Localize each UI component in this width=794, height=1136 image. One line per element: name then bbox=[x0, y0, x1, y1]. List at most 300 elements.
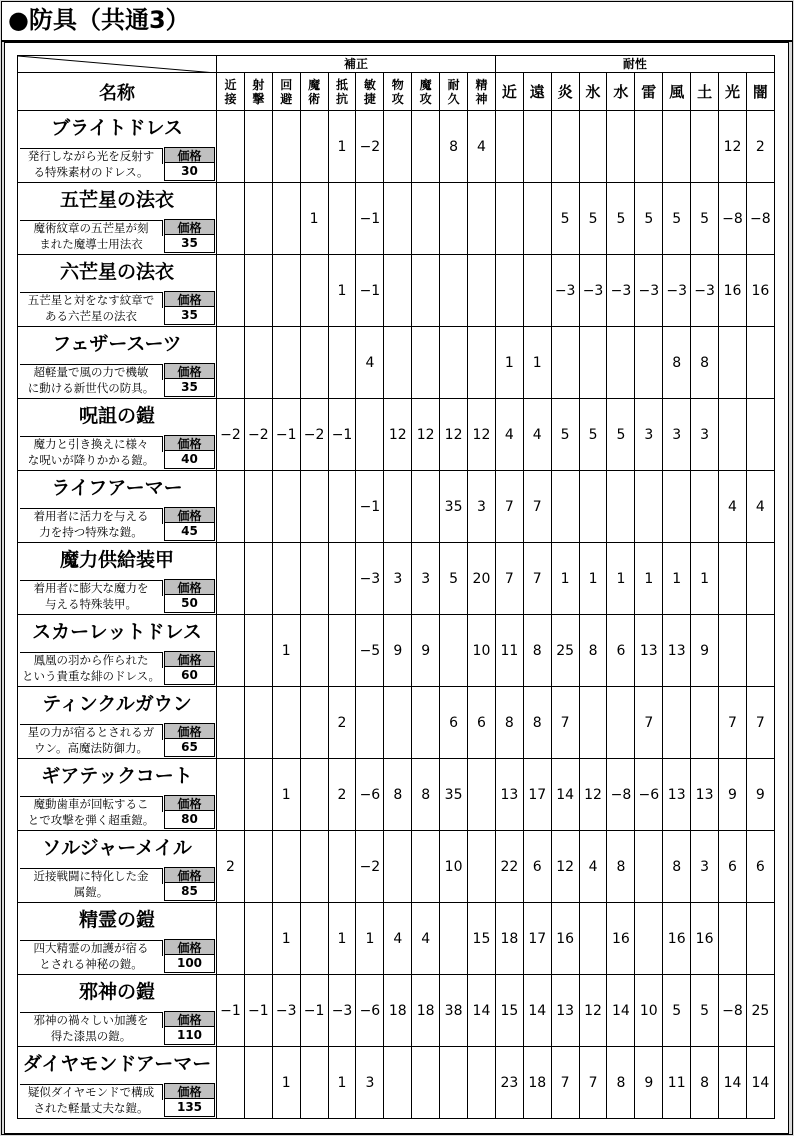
resist-value: 1 bbox=[607, 543, 635, 615]
resist-value: 3 bbox=[663, 399, 691, 471]
resist-value: −3 bbox=[607, 255, 635, 327]
item-block bbox=[18, 975, 216, 1046]
resist-value: 16 bbox=[746, 255, 774, 327]
correction-value bbox=[217, 615, 245, 687]
resist-value: −3 bbox=[635, 255, 663, 327]
item-description-line2: に動ける新世代の防具。 bbox=[27, 381, 155, 395]
correction-col-header: 魔 術 bbox=[300, 73, 328, 111]
correction-value: 5 bbox=[440, 543, 468, 615]
correction-value bbox=[384, 687, 412, 759]
correction-value: 35 bbox=[440, 471, 468, 543]
correction-value bbox=[440, 615, 468, 687]
resist-value: 5 bbox=[663, 975, 691, 1047]
resist-value: 1 bbox=[551, 543, 579, 615]
correction-value bbox=[468, 255, 496, 327]
correction-value: 6 bbox=[468, 687, 496, 759]
correction-value: 4 bbox=[356, 327, 384, 399]
item-description-line1: 魔術紋章の五芒星が刻 bbox=[20, 220, 163, 236]
correction-value: 4 bbox=[468, 111, 496, 183]
correction-value: 1 bbox=[356, 903, 384, 975]
table-row bbox=[18, 327, 775, 399]
item-description-line1: 五芒星と対をなす紋章で bbox=[20, 292, 163, 308]
resist-value: 11 bbox=[495, 615, 523, 687]
resist-value: 7 bbox=[495, 471, 523, 543]
correction-value: 3 bbox=[356, 1047, 384, 1119]
resist-value: 4 bbox=[579, 831, 607, 903]
correction-col-header: 射 撃 bbox=[244, 73, 272, 111]
correction-value: 4 bbox=[384, 903, 412, 975]
item-description-line1: 魔力と引き換えに様々 bbox=[20, 436, 163, 452]
correction-value bbox=[384, 111, 412, 183]
correction-value bbox=[244, 615, 272, 687]
item-block bbox=[18, 255, 216, 326]
item-description-line1: 着用者に活力を与える bbox=[20, 508, 163, 524]
correction-value bbox=[412, 183, 440, 255]
price-value: 30 bbox=[164, 163, 215, 181]
table-row bbox=[18, 399, 775, 471]
price-label: 価格 bbox=[164, 1083, 215, 1099]
resist-value: 13 bbox=[551, 975, 579, 1047]
correction-value: −6 bbox=[356, 759, 384, 831]
correction-value: 3 bbox=[468, 471, 496, 543]
price-value: 35 bbox=[164, 235, 215, 253]
correction-value: 15 bbox=[468, 903, 496, 975]
resist-value: 16 bbox=[663, 903, 691, 975]
resist-value bbox=[719, 615, 747, 687]
resist-value: 2 bbox=[746, 111, 774, 183]
correction-value: 8 bbox=[440, 111, 468, 183]
correction-value bbox=[440, 903, 468, 975]
item-cell bbox=[18, 255, 217, 327]
resist-value: 3 bbox=[635, 399, 663, 471]
resist-value: 8 bbox=[691, 1047, 719, 1119]
price-value: 85 bbox=[164, 883, 215, 901]
price-label: 価格 bbox=[164, 363, 215, 379]
correction-value bbox=[300, 687, 328, 759]
resist-value: 14 bbox=[523, 975, 551, 1047]
correction-value bbox=[244, 687, 272, 759]
price-value: 35 bbox=[164, 307, 215, 325]
correction-value: 8 bbox=[412, 759, 440, 831]
price-value: 40 bbox=[164, 451, 215, 469]
resist-value: 14 bbox=[719, 1047, 747, 1119]
item-description-line2: された軽量丈夫な鎧。 bbox=[33, 1101, 149, 1115]
resist-value: 13 bbox=[663, 615, 691, 687]
correction-value bbox=[272, 543, 300, 615]
item-description-line2: る特殊素材のドレス。 bbox=[33, 165, 149, 179]
resist-col-header: 炎 bbox=[551, 73, 579, 111]
item-description-line2: 与える特殊装甲。 bbox=[45, 597, 137, 611]
correction-value bbox=[244, 759, 272, 831]
price-label: 価格 bbox=[164, 723, 215, 739]
correction-value: −1 bbox=[356, 183, 384, 255]
resist-value bbox=[746, 615, 774, 687]
correction-value: 10 bbox=[440, 831, 468, 903]
resist-value: 7 bbox=[551, 1047, 579, 1119]
item-description-line2: ある六芒星の法衣 bbox=[45, 309, 137, 323]
item-block bbox=[18, 759, 216, 830]
correction-value bbox=[272, 183, 300, 255]
correction-value bbox=[300, 615, 328, 687]
correction-value bbox=[217, 903, 245, 975]
resist-value: 5 bbox=[691, 183, 719, 255]
correction-value bbox=[384, 255, 412, 327]
table-row bbox=[18, 615, 775, 687]
resist-value bbox=[607, 111, 635, 183]
correction-col-header: 抵 抗 bbox=[328, 73, 356, 111]
resist-col-header: 風 bbox=[663, 73, 691, 111]
correction-value bbox=[217, 687, 245, 759]
item-description-line2: という貴重な緋のドレス。 bbox=[22, 669, 160, 683]
resist-value: 6 bbox=[607, 615, 635, 687]
title-bar bbox=[2, 2, 792, 42]
price-label: 価格 bbox=[164, 219, 215, 235]
resist-value: 14 bbox=[551, 759, 579, 831]
correction-col-header: 回 避 bbox=[272, 73, 300, 111]
correction-value bbox=[412, 687, 440, 759]
resist-value: 7 bbox=[579, 1047, 607, 1119]
resist-value: 16 bbox=[607, 903, 635, 975]
table-row bbox=[18, 471, 775, 543]
correction-value: 1 bbox=[272, 615, 300, 687]
resist-value bbox=[607, 471, 635, 543]
correction-value: −1 bbox=[356, 255, 384, 327]
item-description-line1: 四大精霊の加護が宿る bbox=[20, 940, 163, 956]
resist-value bbox=[746, 903, 774, 975]
item-description-line1: 疑似ダイヤモンドで構成 bbox=[20, 1084, 163, 1100]
item-block bbox=[18, 1047, 216, 1118]
resist-col-header: 土 bbox=[691, 73, 719, 111]
resist-value bbox=[495, 111, 523, 183]
resist-value: 1 bbox=[691, 543, 719, 615]
table-row bbox=[18, 831, 775, 903]
correction-value: −1 bbox=[300, 975, 328, 1047]
correction-value: 2 bbox=[217, 831, 245, 903]
item-cell bbox=[18, 687, 217, 759]
table-row bbox=[18, 255, 775, 327]
correction-value: 1 bbox=[328, 111, 356, 183]
correction-value: 14 bbox=[468, 975, 496, 1047]
resist-value: 7 bbox=[719, 687, 747, 759]
resist-value bbox=[579, 903, 607, 975]
resist-col-header: 光 bbox=[719, 73, 747, 111]
resist-value bbox=[551, 471, 579, 543]
resist-value: 8 bbox=[691, 327, 719, 399]
price-label: 価格 bbox=[164, 867, 215, 883]
resist-value: 9 bbox=[746, 759, 774, 831]
group-resist-header: 耐性 bbox=[495, 56, 774, 73]
correction-value bbox=[244, 471, 272, 543]
resist-value: 17 bbox=[523, 759, 551, 831]
resist-value: 18 bbox=[523, 1047, 551, 1119]
item-cell bbox=[18, 615, 217, 687]
correction-value: −1 bbox=[328, 399, 356, 471]
resist-value: 23 bbox=[495, 1047, 523, 1119]
correction-value: −3 bbox=[272, 975, 300, 1047]
diagonal-line bbox=[18, 56, 216, 73]
correction-value bbox=[300, 831, 328, 903]
correction-value bbox=[412, 1047, 440, 1119]
resist-value: 22 bbox=[495, 831, 523, 903]
resist-value: 7 bbox=[523, 543, 551, 615]
correction-value bbox=[244, 255, 272, 327]
resist-value: 13 bbox=[663, 759, 691, 831]
resist-value: 7 bbox=[523, 471, 551, 543]
correction-value bbox=[412, 831, 440, 903]
correction-value bbox=[440, 183, 468, 255]
price-label: 価格 bbox=[164, 579, 215, 595]
correction-col-header: 耐 久 bbox=[440, 73, 468, 111]
item-block bbox=[18, 903, 216, 974]
resist-value: 16 bbox=[719, 255, 747, 327]
resist-value: −3 bbox=[663, 255, 691, 327]
item-block bbox=[18, 831, 216, 902]
resist-value bbox=[607, 327, 635, 399]
item-name: 邪神の鎧 bbox=[78, 981, 155, 1003]
correction-value: 9 bbox=[384, 615, 412, 687]
page-title: ●防具（共通3） bbox=[8, 6, 190, 34]
item-block bbox=[18, 687, 216, 758]
resist-value bbox=[691, 687, 719, 759]
resist-value: 8 bbox=[523, 615, 551, 687]
resist-value: 8 bbox=[495, 687, 523, 759]
item-description-line2: 力を持つ特殊な鎧。 bbox=[39, 525, 143, 539]
correction-value: −1 bbox=[356, 471, 384, 543]
correction-value: 2 bbox=[328, 687, 356, 759]
resist-value: 12 bbox=[579, 759, 607, 831]
resist-col-header: 近 bbox=[495, 73, 523, 111]
correction-value: 20 bbox=[468, 543, 496, 615]
resist-value bbox=[607, 687, 635, 759]
item-name: ソルジャーメイル bbox=[42, 837, 192, 859]
resist-value: 5 bbox=[551, 399, 579, 471]
correction-value: 35 bbox=[440, 759, 468, 831]
item-description-line1: 発行しながら光を反射す bbox=[20, 148, 163, 164]
correction-value: −2 bbox=[217, 399, 245, 471]
correction-value bbox=[300, 255, 328, 327]
resist-value: 3 bbox=[691, 831, 719, 903]
item-name: 五芒星の法衣 bbox=[59, 189, 174, 211]
resist-value: −3 bbox=[551, 255, 579, 327]
item-description-line1: 超軽量で風の力で機敏 bbox=[20, 364, 163, 380]
correction-value bbox=[328, 543, 356, 615]
resist-value bbox=[635, 903, 663, 975]
resist-value: −3 bbox=[579, 255, 607, 327]
correction-value: 1 bbox=[328, 903, 356, 975]
price-value: 80 bbox=[164, 811, 215, 829]
resist-value bbox=[719, 399, 747, 471]
correction-value bbox=[412, 327, 440, 399]
resist-value bbox=[523, 183, 551, 255]
item-name: スカーレットドレス bbox=[32, 621, 202, 643]
resist-value bbox=[635, 471, 663, 543]
name-column-header: 名称 bbox=[18, 73, 217, 111]
resist-value: 11 bbox=[663, 1047, 691, 1119]
correction-col-header: 物 攻 bbox=[384, 73, 412, 111]
correction-value: 10 bbox=[468, 615, 496, 687]
correction-value: −5 bbox=[356, 615, 384, 687]
resist-value bbox=[635, 327, 663, 399]
resist-col-header: 闇 bbox=[746, 73, 774, 111]
correction-value bbox=[440, 255, 468, 327]
correction-value: −1 bbox=[272, 399, 300, 471]
resist-value: 8 bbox=[579, 615, 607, 687]
correction-value bbox=[468, 327, 496, 399]
item-block bbox=[18, 543, 216, 614]
correction-value: 1 bbox=[272, 759, 300, 831]
price-label: 価格 bbox=[164, 795, 215, 811]
resist-value: 13 bbox=[635, 615, 663, 687]
resist-value: 7 bbox=[635, 687, 663, 759]
correction-value bbox=[468, 831, 496, 903]
item-description-line1: 鳳凰の羽から作られた bbox=[20, 652, 163, 668]
correction-value bbox=[300, 759, 328, 831]
item-description-line2: な呪いが降りかかる鎧。 bbox=[27, 453, 155, 467]
resist-value bbox=[579, 327, 607, 399]
price-value: 110 bbox=[164, 1027, 215, 1045]
resist-value bbox=[523, 255, 551, 327]
correction-value: −3 bbox=[328, 975, 356, 1047]
correction-value bbox=[328, 471, 356, 543]
resist-value bbox=[719, 543, 747, 615]
resist-value bbox=[635, 111, 663, 183]
correction-value bbox=[328, 327, 356, 399]
item-name: ダイヤモンドアーマー bbox=[22, 1053, 212, 1075]
correction-value bbox=[217, 1047, 245, 1119]
item-block bbox=[18, 615, 216, 686]
correction-value bbox=[412, 255, 440, 327]
correction-value bbox=[412, 111, 440, 183]
resist-value: 13 bbox=[691, 759, 719, 831]
resist-value: 9 bbox=[691, 615, 719, 687]
correction-value bbox=[272, 471, 300, 543]
correction-value bbox=[272, 831, 300, 903]
correction-value bbox=[272, 327, 300, 399]
item-name: ギアテックコート bbox=[41, 765, 193, 787]
item-cell bbox=[18, 471, 217, 543]
armor-table bbox=[17, 55, 775, 1119]
correction-value: −2 bbox=[356, 111, 384, 183]
resist-value: 5 bbox=[579, 399, 607, 471]
correction-value bbox=[272, 111, 300, 183]
correction-col-header: 魔 攻 bbox=[412, 73, 440, 111]
correction-value bbox=[300, 543, 328, 615]
resist-value: 8 bbox=[663, 831, 691, 903]
resist-value: 4 bbox=[495, 399, 523, 471]
item-block bbox=[18, 111, 216, 182]
correction-value: 4 bbox=[412, 903, 440, 975]
correction-value bbox=[440, 1047, 468, 1119]
item-name: フェザースーツ bbox=[52, 333, 182, 355]
item-description-line1: 星の力が宿るとされるガ bbox=[20, 724, 163, 740]
correction-value: −1 bbox=[244, 975, 272, 1047]
item-block bbox=[18, 399, 216, 470]
price-label: 価格 bbox=[164, 1011, 215, 1027]
correction-value: 3 bbox=[412, 543, 440, 615]
item-name: 魔力供給装甲 bbox=[59, 549, 174, 571]
resist-value: 1 bbox=[523, 327, 551, 399]
resist-col-header: 遠 bbox=[523, 73, 551, 111]
correction-value: 6 bbox=[440, 687, 468, 759]
resist-value: 16 bbox=[691, 903, 719, 975]
item-cell bbox=[18, 543, 217, 615]
correction-value bbox=[440, 327, 468, 399]
resist-value bbox=[635, 831, 663, 903]
correction-value bbox=[244, 543, 272, 615]
resist-value bbox=[551, 327, 579, 399]
correction-value bbox=[244, 327, 272, 399]
resist-col-header: 氷 bbox=[579, 73, 607, 111]
resist-value: 5 bbox=[635, 183, 663, 255]
resist-value bbox=[551, 111, 579, 183]
price-value: 100 bbox=[164, 955, 215, 973]
item-description-line2: とされる神秘の鎧。 bbox=[39, 957, 143, 971]
resist-value: −3 bbox=[691, 255, 719, 327]
resist-col-header: 雷 bbox=[635, 73, 663, 111]
item-cell bbox=[18, 831, 217, 903]
resist-value: 12 bbox=[579, 975, 607, 1047]
item-description-line2: ウン。高魔法防御力。 bbox=[33, 741, 149, 755]
correction-value bbox=[384, 327, 412, 399]
resist-value: 4 bbox=[523, 399, 551, 471]
table-row bbox=[18, 903, 775, 975]
resist-value: 25 bbox=[746, 975, 774, 1047]
corner-cell bbox=[18, 56, 217, 73]
resist-value: 7 bbox=[551, 687, 579, 759]
resist-value: 4 bbox=[719, 471, 747, 543]
resist-value: 1 bbox=[579, 543, 607, 615]
resist-value: 6 bbox=[746, 831, 774, 903]
table-row bbox=[18, 759, 775, 831]
price-label: 価格 bbox=[164, 651, 215, 667]
correction-value bbox=[356, 687, 384, 759]
correction-value bbox=[328, 183, 356, 255]
resist-value: 12 bbox=[551, 831, 579, 903]
correction-value bbox=[217, 543, 245, 615]
correction-value: −2 bbox=[356, 831, 384, 903]
item-description-line1: 邪神の禍々しい加護を bbox=[20, 1012, 163, 1028]
item-name: 呪詛の鎧 bbox=[78, 405, 155, 427]
resist-value: 4 bbox=[746, 471, 774, 543]
item-block bbox=[18, 183, 216, 254]
correction-value bbox=[217, 471, 245, 543]
item-name: ティンクルガウン bbox=[42, 693, 192, 715]
resist-value bbox=[523, 111, 551, 183]
correction-value bbox=[217, 111, 245, 183]
correction-value: 12 bbox=[384, 399, 412, 471]
resist-value: 18 bbox=[495, 903, 523, 975]
correction-value: −3 bbox=[356, 543, 384, 615]
resist-value bbox=[746, 399, 774, 471]
correction-value bbox=[244, 183, 272, 255]
correction-value: 1 bbox=[300, 183, 328, 255]
price-value: 45 bbox=[164, 523, 215, 541]
table-row bbox=[18, 975, 775, 1047]
item-name: ライフアーマー bbox=[51, 477, 183, 499]
correction-value: −2 bbox=[244, 399, 272, 471]
resist-value: 14 bbox=[746, 1047, 774, 1119]
resist-value: 8 bbox=[607, 1047, 635, 1119]
correction-value: 12 bbox=[412, 399, 440, 471]
resist-value bbox=[691, 111, 719, 183]
item-block bbox=[18, 327, 216, 398]
correction-value bbox=[328, 831, 356, 903]
correction-value bbox=[468, 759, 496, 831]
resist-value: 5 bbox=[691, 975, 719, 1047]
resist-value: 1 bbox=[495, 327, 523, 399]
correction-value bbox=[300, 1047, 328, 1119]
resist-value bbox=[579, 687, 607, 759]
